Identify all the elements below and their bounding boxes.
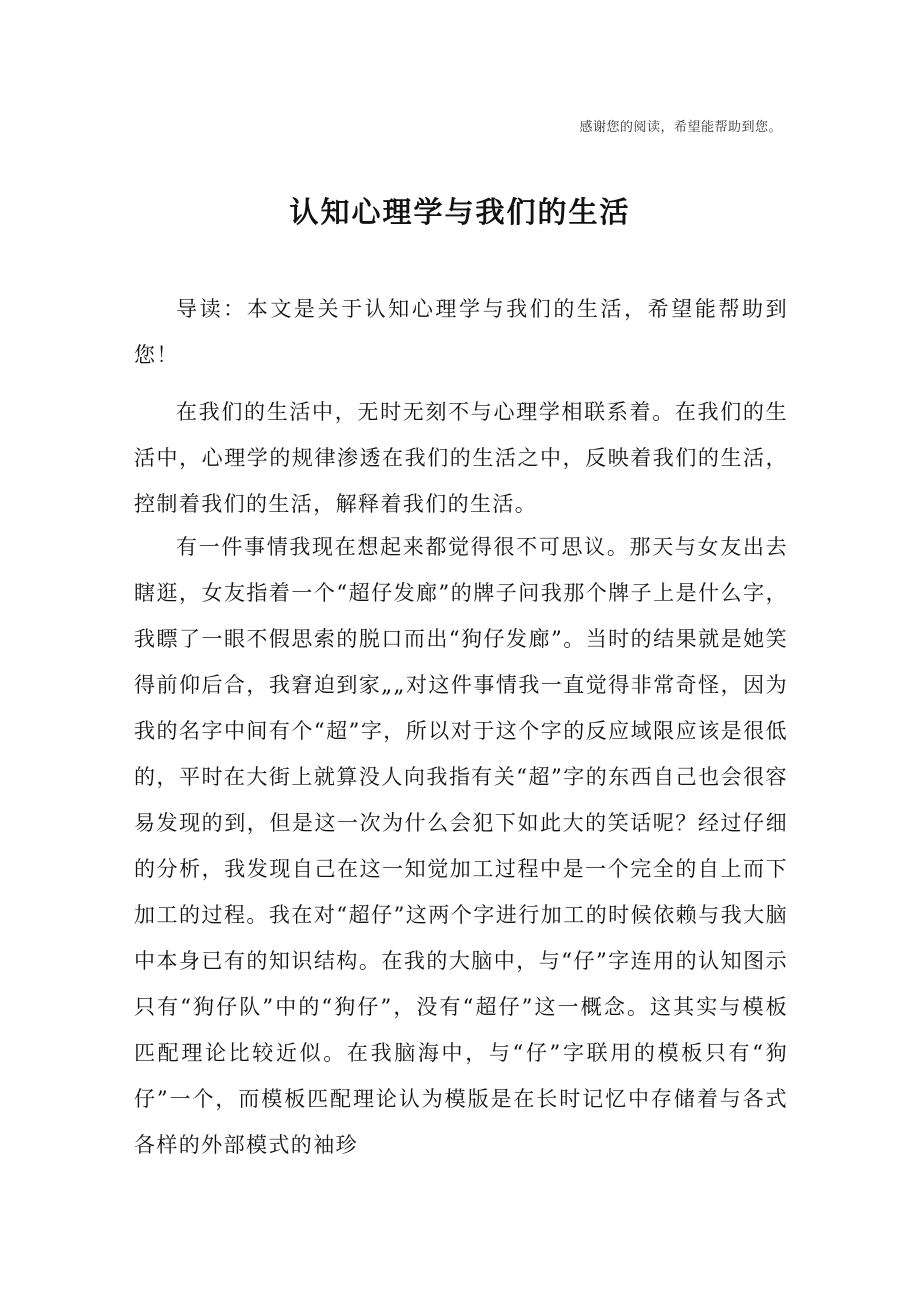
- paragraph-text: 在我们的生活中，无时无刻不与心理学相联系着。在我们的生活中，心理学的规律渗透在我们的生活之中，反映着我们的生活，控制着我们的生活，解释着我们的生活。: [134, 400, 788, 516]
- header-note: 感谢您的阅读，希望能帮助到您。: [579, 120, 782, 135]
- page-title: 认知心理学与我们的生活: [289, 195, 631, 229]
- body-paragraph-2: [134, 524, 788, 1168]
- intro-text: 导读：本文是关于认知心理学与我们的生活，希望能帮助到您！: [134, 297, 788, 367]
- body-paragraph-1: [134, 389, 788, 527]
- intro-paragraph: [134, 286, 788, 378]
- paragraph-text: 有一件事情我现在想起来都觉得很不可思议。那天与女友出去瞎逛，女友指着一个“超仔发廊”的牌子问我那个牌子上是什么字，我瞟了一眼不假思索的脱口而出“狗仔发廊”。当时的结果就是她笑得前仰后合，我窘迫到家„„对这件事情我一直觉得非常奇怪，因为我的名字中间有个“超”字，所以对于这个字的反应域限应该是很低的，平时在大街上就算没人向我指有关“超”字的东西自己也会很容易发现的到，但是这一次为什么会犯下如此大的笑话呢？经过仔细的分析，我发现自己在这一知觉加工过程中是一个完全的自上而下加工的过程。我在对“超仔”这两个字进行加工的时候依赖与我大脑中本身已有的知识结构。在我的大脑中，与“仔”字连用的认知图示只有“狗仔队”中的“狗仔”，没有“超仔”这一概念。这其实与模板匹配理论比较近似。在我脑海中，与“仔”字联用的模板只有“狗仔”一个，而模板匹配理论认为模版是在长时记忆中存储着与各式各样的外部模式的袖珍: [134, 535, 788, 1157]
